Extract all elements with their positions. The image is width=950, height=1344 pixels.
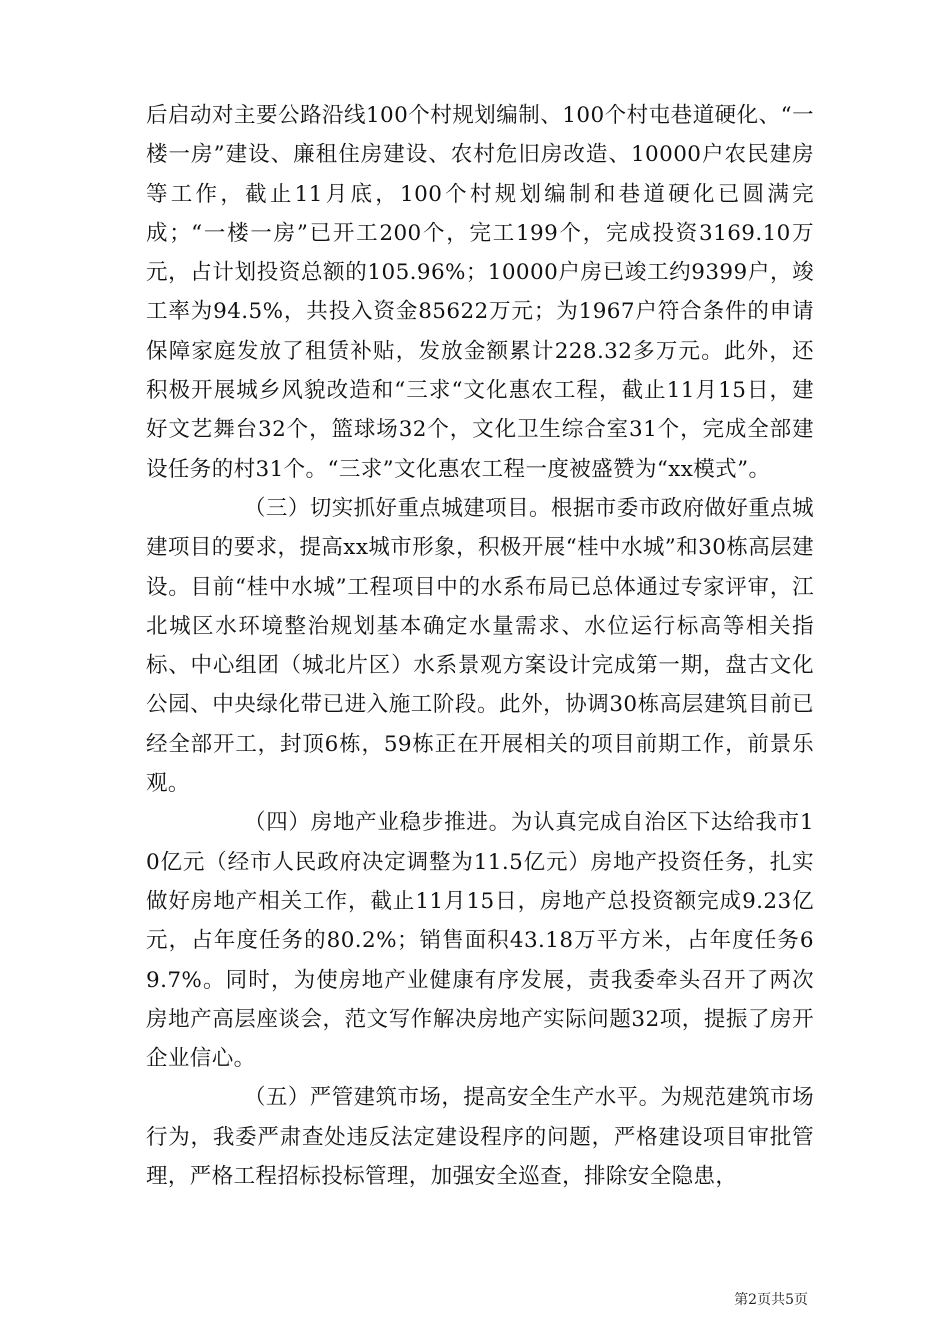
paragraph-construction-market: （五）严管建筑市场，提高安全生产水平。为规范建筑市场行为，我委严肃查处违反法定建设程序的问题，严格建设项目审批管理，严格工程招标投标管理，加强安全巡查，排除安全隐患， — [146, 1085, 814, 1190]
paragraph-real-estate: （四）房地产业稳步推进。为认真完成自治区下达给我市10亿元（经市人民政府决定调整为11.5亿元）房地产投资任务，扎实做好房地产相关工作，截止11月15日，房地产总投资额完成9.23亿元，占年度任务的80.2%；销售面积43.18万平方米，占年度任务69.7%。同时，为使房地产业健康有序发展，责我委牵头召开了两次房地产高层座谈会，范文写作解决房地产实际问题32项，提振了房开企业信心。 — [146, 810, 814, 1072]
paragraph-continuation: 后启动对主要公路沿线100个村规划编制、100个村屯巷道硬化、“一楼一房”建设、廉租住房建设、农村危旧房改造、10000户农民建房等工作，截止11月底，100个村规划编制和巷道硬化已圆满完成；“一楼一房”已开工200个，完工199个，完成投资3169.10万元，占计划投资总额的105.96%；10000户房已竣工约9399户，竣工率为94.5%，共投入资金85622万元；为1967户符合条件的申请保障家庭发放了租赁补贴，发放金额累计228.32多万元。此外，还积极开展城乡风貌改造和“三求“文化惠农工程，截止11月15日，建好文艺舞台32个，篮球场32个，文化卫生综合室31个，完成全部建设任务的村31个。“三求”文化惠农工程一度被盛赞为“xx模式”。 — [146, 103, 814, 482]
document-body — [146, 96, 814, 1196]
page-number-footer: 第2页共5页 — [734, 1292, 808, 1308]
paragraph-key-projects: （三）切实抓好重点城建项目。根据市委市政府做好重点城建项目的要求，提高xx城市形象，积极开展“桂中水城”和30栋高层建设。目前“桂中水城”工程项目中的水系布局已总体通过专家评审，江北城区水环境整治规划基本确定水量需求、水位运行标高等相关指标、中心组团（城北片区）水系景观方案设计完成第一期，盘古文化公园、中央绿化带已进入施工阶段。此外，协调30栋高层建筑目前已经全部开工，封顶6栋，59栋正在开展相关的项目前期工作，前景乐观。 — [146, 495, 814, 797]
